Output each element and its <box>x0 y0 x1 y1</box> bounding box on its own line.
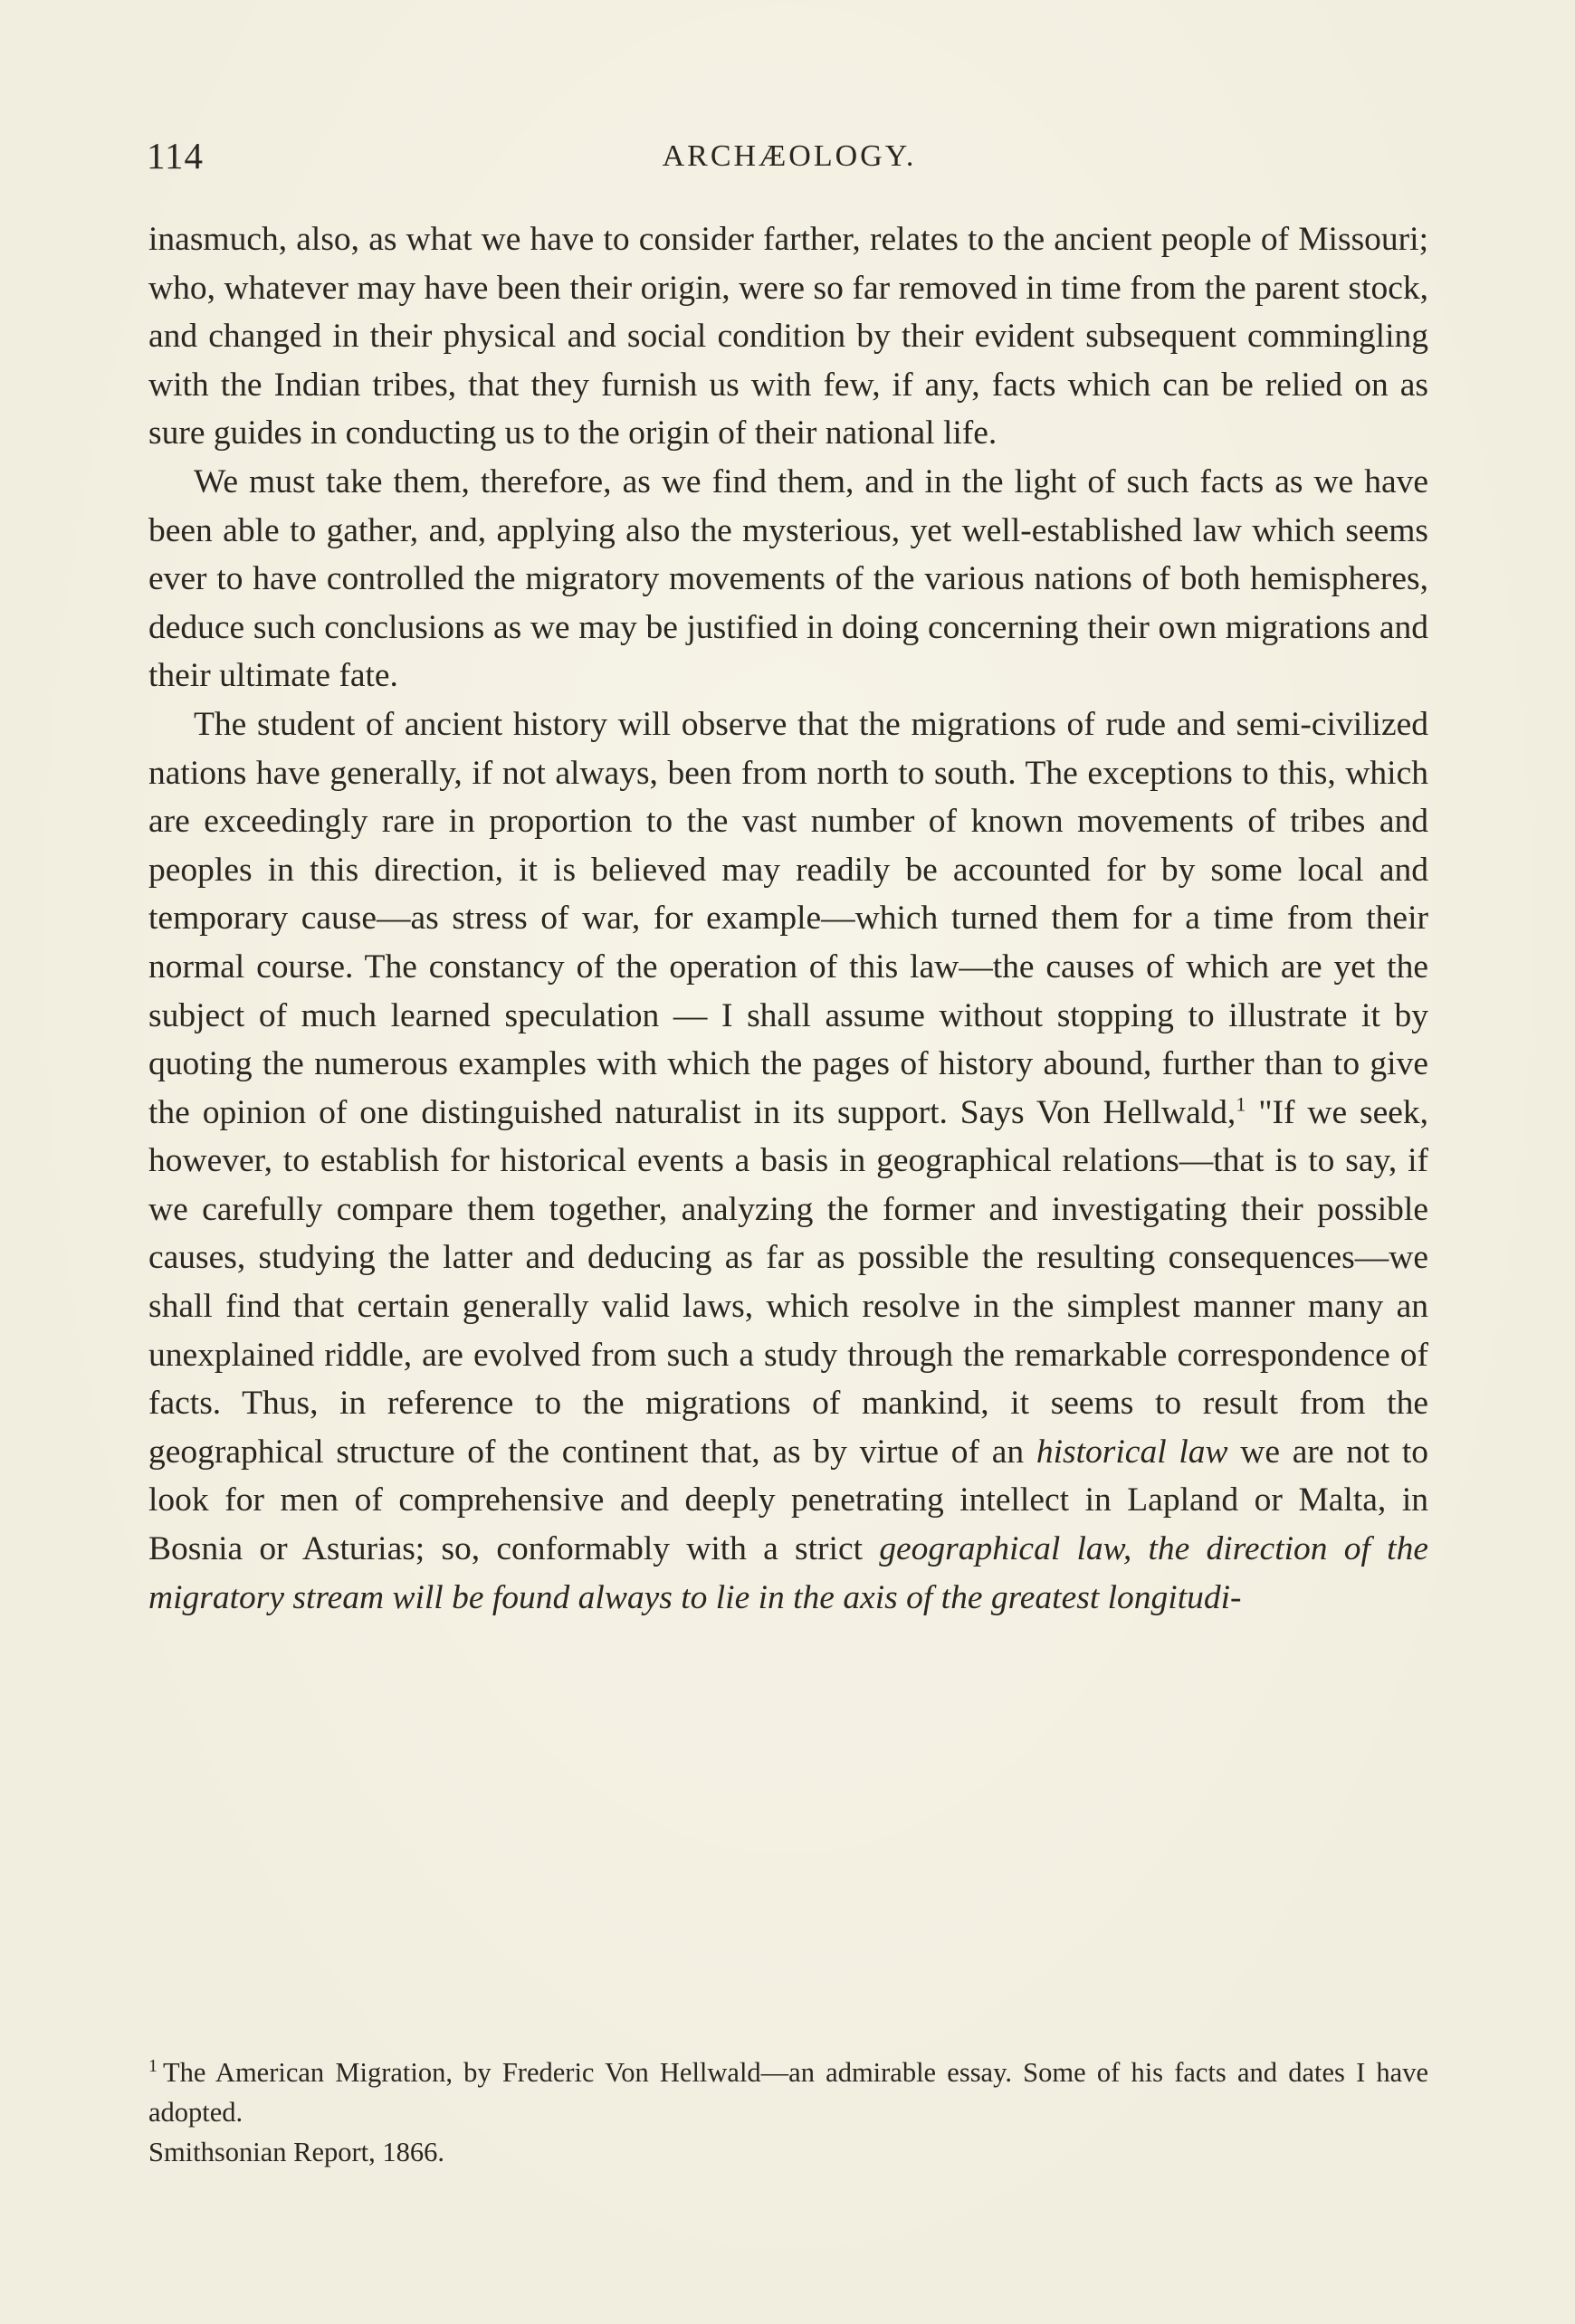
running-title: ARCHÆOLOGY. <box>662 139 917 173</box>
italic-phrase-geographical-law: geographical law, the direction of the migratory stream will be found always to lie in the axis of the greatest longitudi- <box>148 1530 1428 1616</box>
paragraph-3-text-c: we are not to look for men of comprehensive and deeply penetrating intellect in Lapland or Malta, in Bosnia or Asturias; so, conformably with a strict <box>148 1433 1429 1568</box>
footnote-source: Smithsonian Report, 1866. <box>148 2137 445 2167</box>
paragraph-3-text-a: The student of ancient history will observe that the migrations of rude and semi-civilized nations have generally, if not always, been from north to south. The exceptions to this, which are exceedingly rare in proportion to the vast number of known movements of tribes and peoples in this direction, it is believed may readily be accounted for by some local and temporary cause—as stress of war, for example—which turned them for a time from their normal course. The constancy of the operation of this law—the causes of which are yet the subject of much learned speculation — I shall assume without stopping to illustrate it by quoting the numerous examples with which the pages of history abound, further than to give the opinion of one distinguished naturalist in its support. Says Von Hellwald, <box>148 705 1428 1131</box>
italic-phrase-historical-law: historical law <box>1036 1433 1228 1471</box>
running-head <box>147 134 1432 188</box>
page-number: 114 <box>147 135 204 176</box>
footnote-reference: 1 <box>1236 1092 1246 1116</box>
footnote-1 <box>148 2053 1428 2132</box>
paragraph-3 <box>148 700 1428 1622</box>
paragraph-2: We must take them, therefore, as we find them, and in the light of such facts as we have been able to gather, and, applying also the mysterious, yet well-established law which seems ever to have controlled the migratory movements of the various nations of both hemispheres, deduce such conclusions as we may be justified in doing concerning their own migrations and their ultimate fate. <box>148 462 1428 695</box>
paragraph-1: inasmuch, also, as what we have to consider farther, relates to the ancient people of Missouri; who, whatever may have been their origin, were so far removed in time from the parent stock, and changed in their physical and social condition by their evident subsequent commingling with the Indian tribes, that they furnish us with few, if any, facts which can be relied on as sure guides in conducting us to the origin of their national life. <box>148 221 1428 452</box>
paragraph-3-text-b: "If we seek, however, to establish for historical events a basis in geographical relations—that is to say, if we carefully compare them together, analyzing the former and investigating their possible causes, studying the latter and deducing as far as possible the resulting consequences—we shall find that certain generally valid laws, which resolve in the simplest manner many an unexplained riddle, are evolved from such a study through the remarkable correspondence of facts. Thus, in reference to the migrations of mankind, it seems to result from the geographical structure of the continent that, as by virtue of an <box>148 1093 1428 1471</box>
body-text <box>148 215 1428 1622</box>
footnote-1-text: The American Migration, by Frederic Von Hellwald—an admirable essay. Some of his facts and dates I have adopted. <box>148 2057 1428 2128</box>
footnote-mark: 1 <box>148 2055 158 2076</box>
footnotes <box>148 2053 1428 2172</box>
